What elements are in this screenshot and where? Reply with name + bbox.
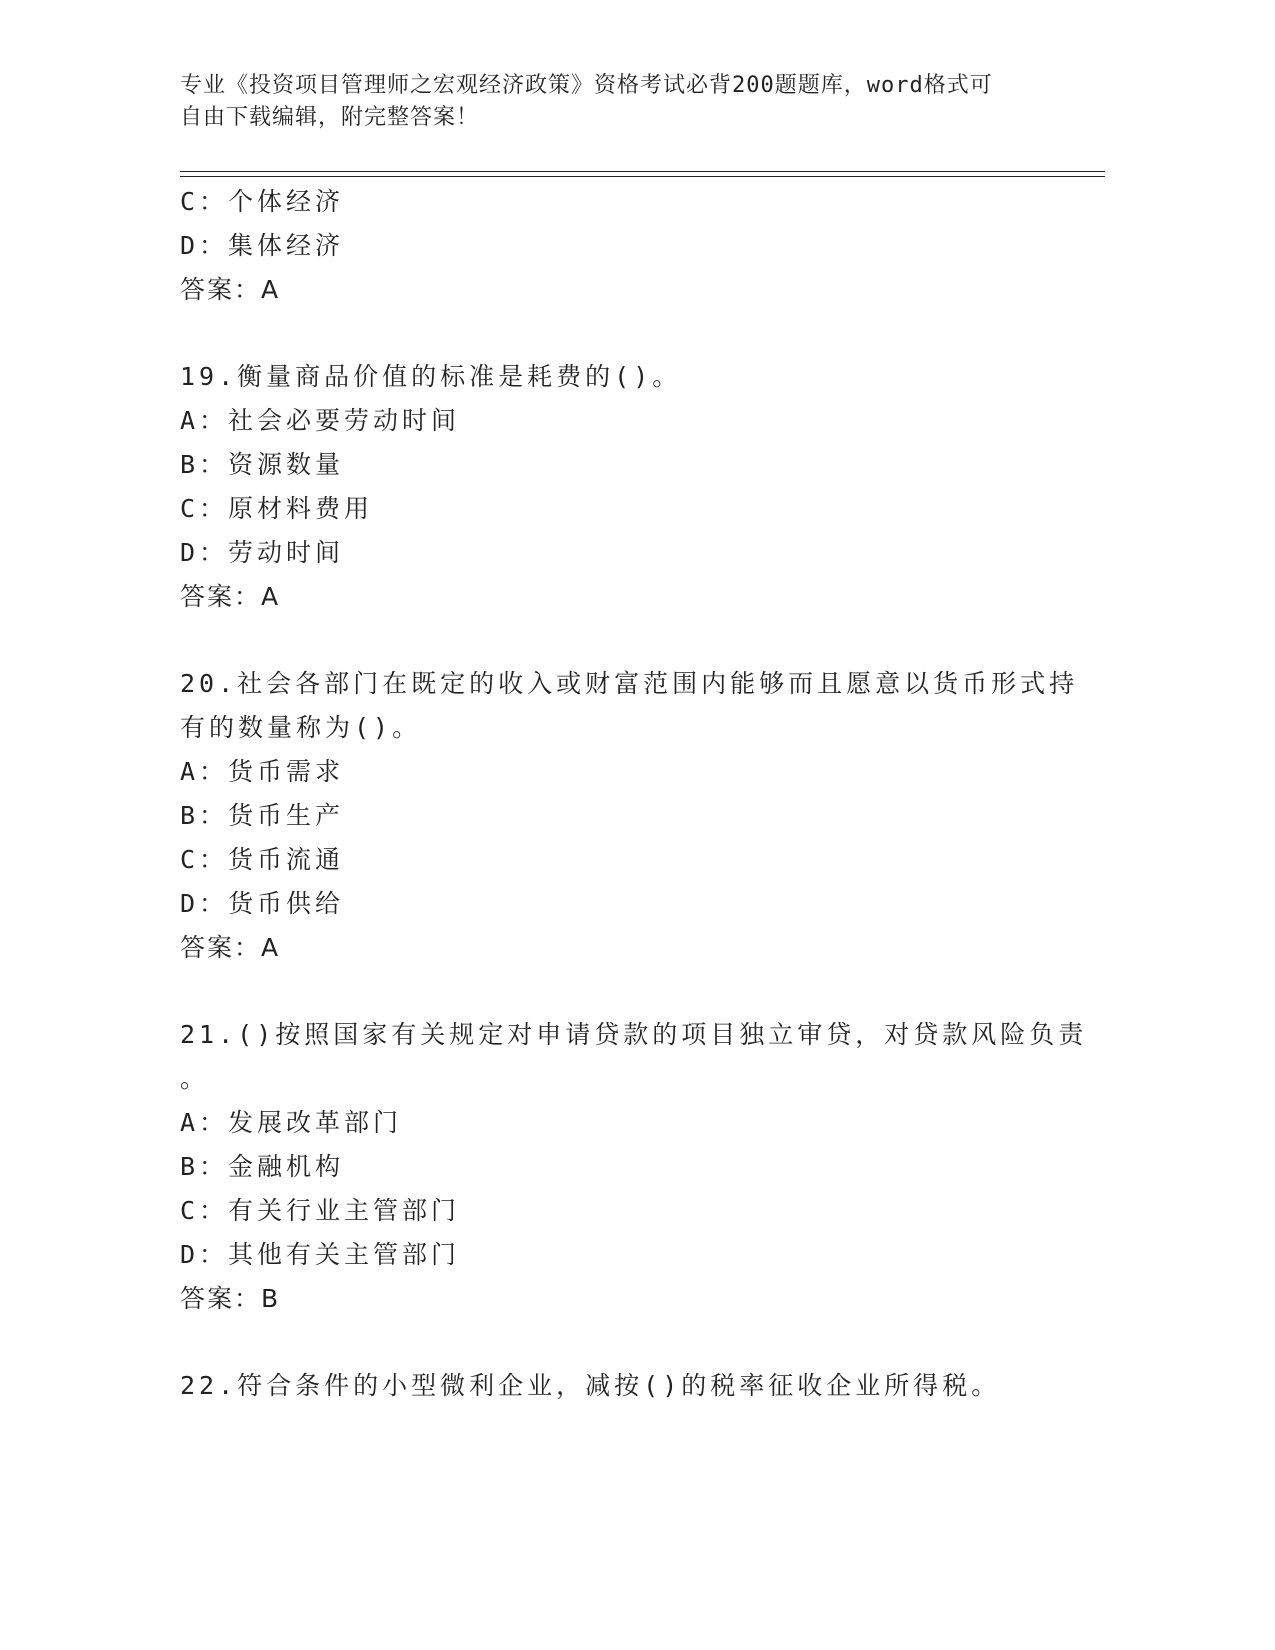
answer-line: 答案：A (180, 582, 281, 611)
option-a: A：货币需求 (180, 757, 345, 786)
option-c: C：个体经济 (180, 187, 345, 216)
header-divider-top (180, 171, 1105, 172)
header-title-line2: 自由下载编辑，附完整答案！ (180, 105, 480, 130)
option-d: D：劳动时间 (180, 538, 345, 567)
spacer (180, 1321, 1060, 1364)
option-c: C：货币流通 (180, 845, 345, 874)
question-list (180, 180, 1088, 1408)
header-title-line1: 专业《投资项目管理师之宏观经济政策》资格考试必背200题题库，word格式可 (180, 73, 993, 98)
spacer (180, 312, 1060, 355)
question-text-line1: 20.社会各部门在既定的收入或财富范围内能够而且愿意以货币形式持 (180, 669, 1079, 698)
option-c: C：有关行业主管部门 (180, 1196, 461, 1225)
option-b: B：金融机构 (180, 1152, 345, 1181)
question-text: 22.符合条件的小型微利企业，减按()的税率征收企业所得税。 (180, 1371, 1001, 1400)
question-text: 19.衡量商品价值的标准是耗费的()。 (180, 362, 682, 391)
option-d: D：货币供给 (180, 889, 345, 918)
option-a: A：发展改革部门 (180, 1108, 403, 1137)
answer-line: 答案：A (180, 933, 281, 962)
option-d: D：其他有关主管部门 (180, 1240, 461, 1269)
question-18-tail (180, 180, 1060, 312)
question-22 (180, 1364, 1060, 1408)
question-19 (180, 355, 1060, 619)
question-text-line1: 21.()按照国家有关规定对申请贷款的项目独立审贷，对贷款风险负责 (180, 1020, 1088, 1049)
question-21 (180, 1013, 1088, 1321)
answer-line: 答案：A (180, 275, 281, 304)
option-d: D：集体经济 (180, 231, 345, 260)
question-text-line2: 有的数量称为()。 (180, 713, 422, 742)
option-a: A：社会必要劳动时间 (180, 406, 461, 435)
spacer (180, 619, 1060, 662)
document-header (180, 70, 1060, 134)
answer-line: 答案：B (180, 1284, 281, 1313)
option-b: B：货币生产 (180, 801, 345, 830)
option-b: B：资源数量 (180, 450, 345, 479)
question-20 (180, 662, 1079, 970)
header-divider-bottom (180, 176, 1105, 177)
option-c: C：原材料费用 (180, 494, 374, 523)
spacer (180, 970, 1060, 1013)
question-text-line2: 。 (180, 1064, 210, 1093)
